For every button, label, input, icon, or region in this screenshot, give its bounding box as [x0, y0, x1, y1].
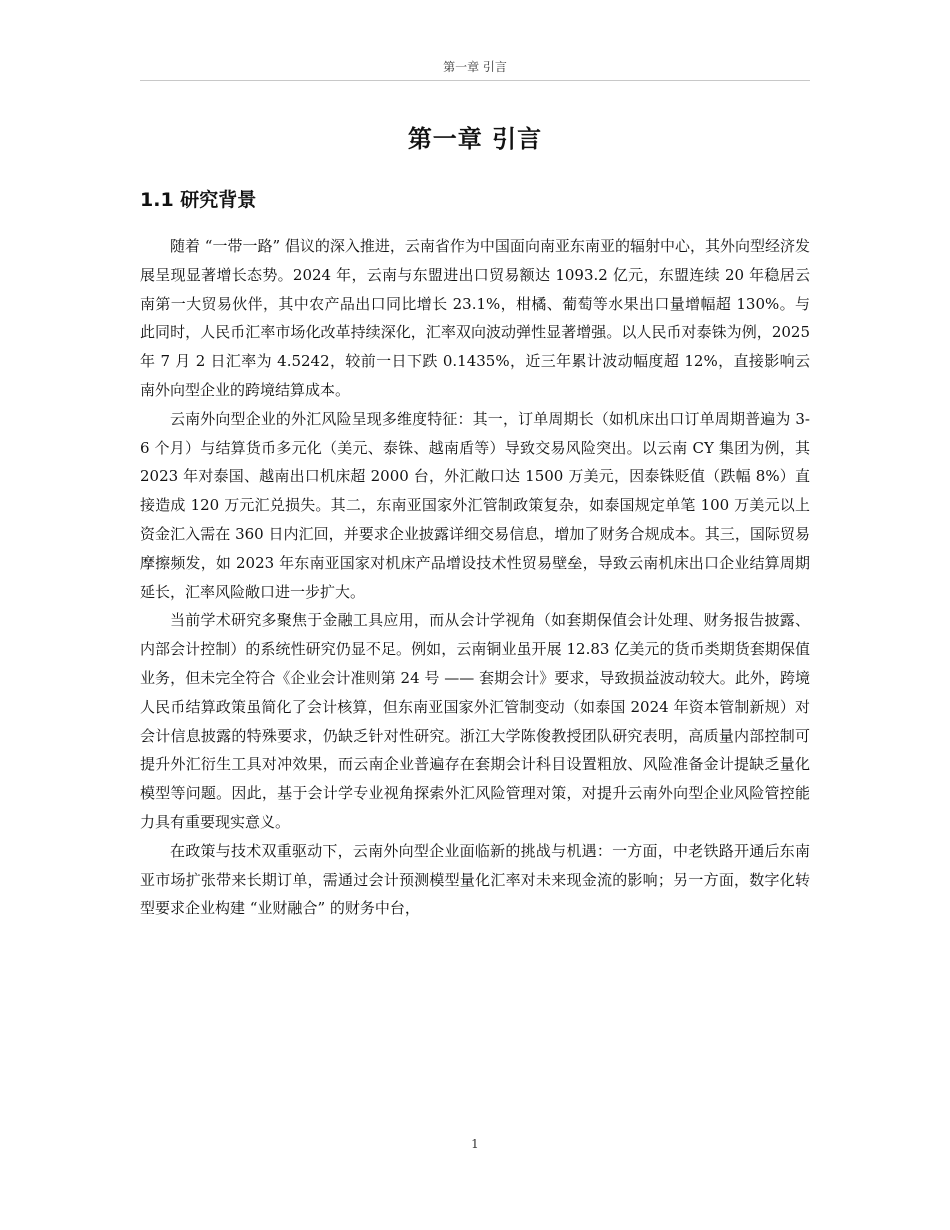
page-number: 1	[471, 1137, 479, 1151]
paragraph-2: 云南外向型企业的外汇风险呈现多维度特征：其一，订单周期长（如机床出口订单周期普遍为 3-6 个月）与结算货币多元化（美元、泰铢、越南盾等）导致交易风险突出。以云南 CY 集团为例，其 2023 年对泰国、越南出口机床超 2000 台，外汇敞口达 1500 万美元，因泰铢贬值（跌幅 8%）直接造成 120 万元汇兑损失。其二，东南亚国家外汇管制政策复杂，如泰国规定单笔 100 万美元以上资金汇入需在 360 日内汇回，并要求企业披露详细交易信息，增加了财务合规成本。其三，国际贸易摩擦频发，如 2023 年东南亚国家对机床产品增设技术性贸易壁垒，导致云南机床出口企业结算周期延长，汇率风险敞口进一步扩大。	[140, 409, 810, 601]
section-title: 1.1 研究背景	[140, 189, 257, 211]
paragraph-4: 在政策与技术双重驱动下，云南外向型企业面临新的挑战与机遇：一方面，中老铁路开通后东南亚市场扩张带来长期订单，需通过会计预测模型量化汇率对未来现金流的影响；另一方面，数字化转型要求企业构建 “业财融合” 的财务中台，	[140, 841, 810, 918]
running-header: 第一章 引言	[443, 60, 507, 74]
header-divider	[140, 80, 810, 81]
chapter-title: 第一章 引言	[407, 125, 543, 153]
body-text	[140, 232, 810, 923]
paragraph-3: 当前学术研究多聚焦于金融工具应用，而从会计学视角（如套期保值会计处理、财务报告披露、内部会计控制）的系统性研究仍显不足。例如，云南铜业虽开展 12.83 亿美元的货币类期货套期保值业务，但未完全符合《企业会计准则第 24 号 —— 套期会计》要求，导致损益波动较大。此外，跨境人民币结算政策虽简化了会计核算，但东南亚国家外汇管制变动（如泰国 2024 年资本管制新规）对会计信息披露的特殊要求，仍缺乏针对性研究。浙江大学陈俊教授团队研究表明，高质量内部控制可提升外汇衍生工具对冲效果，而云南企业普遍存在套期会计科目设置粗放、风险准备金计提缺乏量化模型等问题。因此，基于会计学专业视角探索外汇风险管理对策，对提升云南外向型企业风险管控能力具有重要现实意义。	[140, 611, 810, 831]
paragraph-1: 随着 “一带一路” 倡议的深入推进，云南省作为中国面向南亚东南亚的辐射中心，其外向型经济发展呈现显著增长态势。2024 年，云南与东盟进出口贸易额达 1093.2 亿元，东盟连续 20 年稳居云南第一大贸易伙伴，其中农产品出口同比增长 23.1%，柑橘、葡萄等水果出口量增幅超 130%。与此同时，人民币汇率市场化改革持续深化，汇率双向波动弹性显著增强。以人民币对泰铢为例，2025 年 7 月 2 日汇率为 4.5242，较前一日下跌 0.1435%，近三年累计波动幅度超 12%，直接影响云南外向型企业的跨境结算成本。	[140, 237, 810, 399]
